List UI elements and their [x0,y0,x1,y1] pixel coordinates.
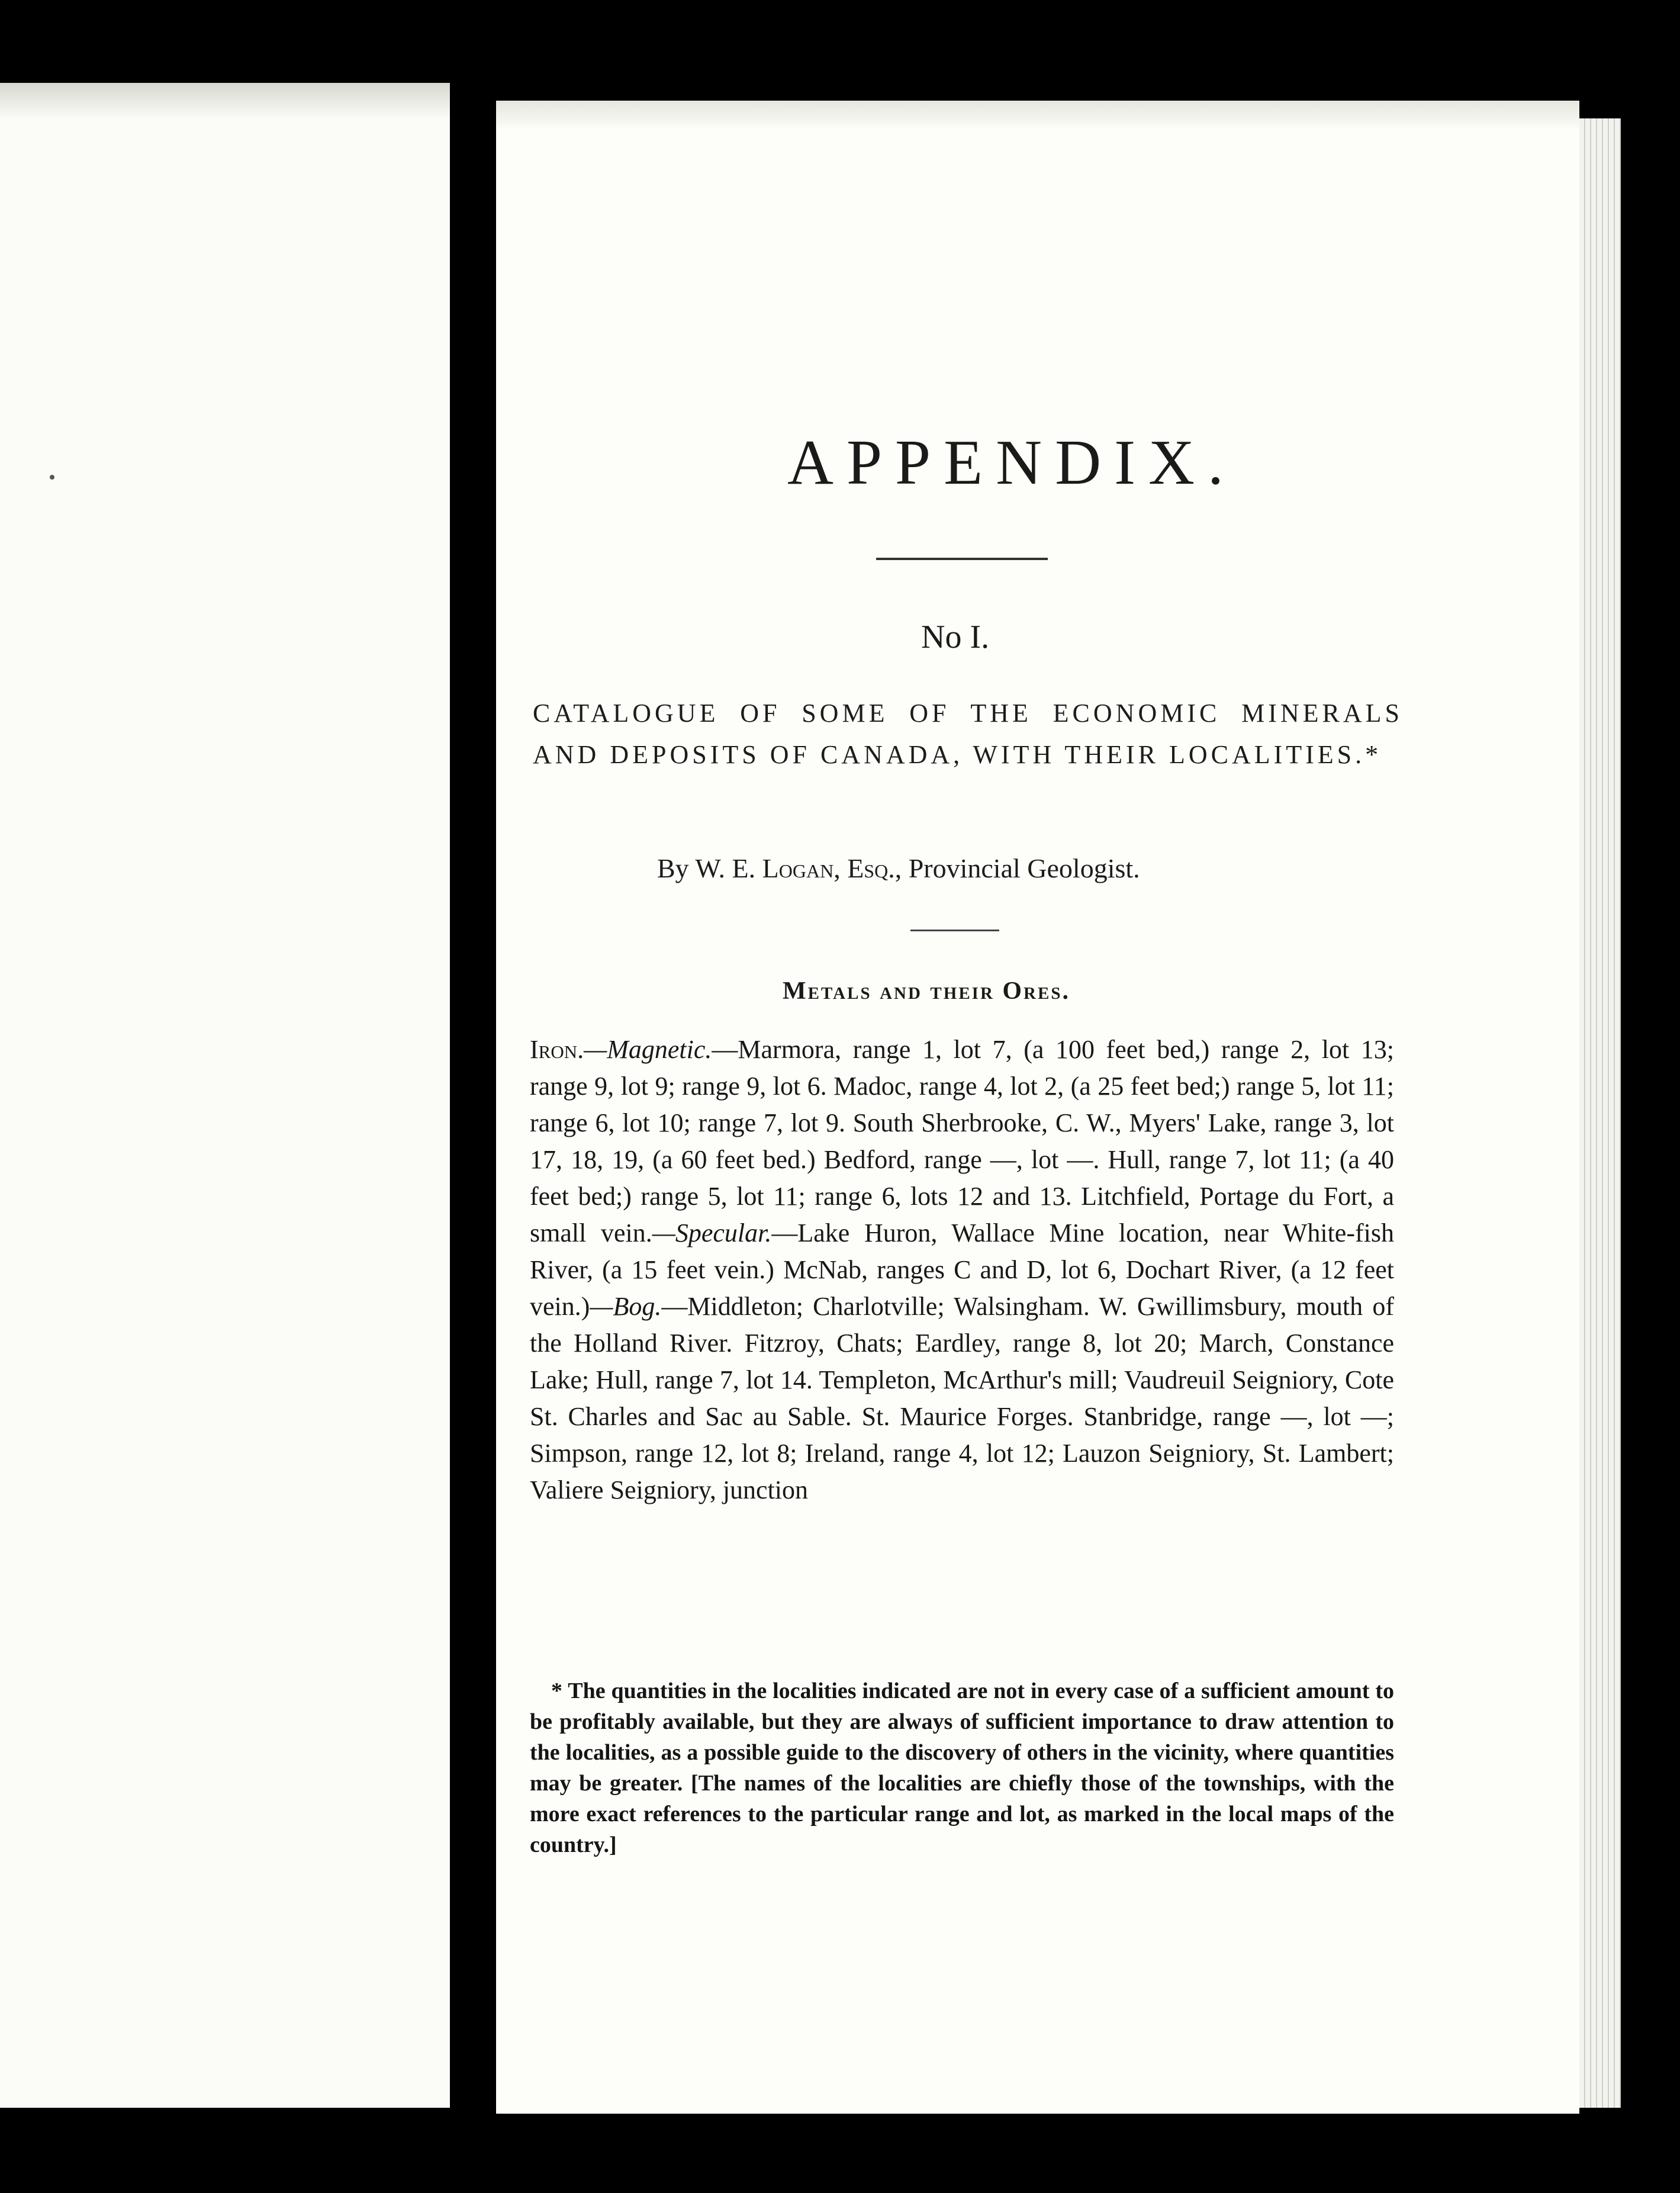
byline-suffix: , Provincial Geologist. [894,853,1140,883]
page-stack-edges [1579,118,1621,2108]
byline-author: Logan, Esq. [762,853,895,883]
body-paragraph [530,1031,1394,1509]
section-heading: Metals and their Ores. [783,977,1070,1005]
appendix-number: No I. [921,619,990,655]
right-page-top-edge [496,101,1579,130]
appendix-title: APPENDIX. [787,427,1237,498]
bog-label: —Bog. [590,1292,662,1321]
footnote: * The quantities in the localities indicated are not in every case of a sufficient amount to be profitably available, but they are always of sufficient importance to draw attention to the localities, as a possible guide to the discovery of others in the vicinity, where quantities may be greater. [The names of the localities are chiefly those of the townships, with the more exact references to the particular range and lot, as marked in the local maps of the country.] [530,1678,1394,1857]
specular-label: —Specular. [652,1218,772,1247]
magnetic-label: —Magnetic. [584,1035,712,1064]
bog-text: —Middleton; Charlotville; Walsingham. W. Gwillimsbury, mouth of the Holland River. Fitzroy, Chats; Eardley, range 8, lot 20; March, Constance Lake; Hull, range 7, lot 14. Templeton, McArthur's mill; Vaudreuil Seigniory, Cote St. Charles and Sac au Sable. St. Maurice Forges. Stanbridge, range —, lot —; Simpson, range 12, lot 8; Ireland, range 4, lot 12; Lauzon Seigniory, St. Lambert; Valiere Seigniory, junction [530,1292,1394,1504]
left-page-speck [50,475,54,480]
title-rule [876,558,1048,560]
byline-rule [910,930,999,931]
byline [657,853,1140,884]
left-page-top-edge [0,83,450,118]
catalogue-title: CATALOGUE OF SOME OF THE ECONOMIC MINERALS AND DEPOSITS OF CANADA, WITH THEIR LOCALITIES.* [533,699,1403,769]
byline-prefix: By W. E. [657,853,762,883]
specular-text: —Lake Huron, Wallace Mine location, near White-fish River, (a 15 feet vein.) McNab, ranges C and D, lot 6, Dochart River, (a 12 feet vein.) [530,1218,1394,1321]
magnetic-text: —Marmora, range 1, lot 7, (a 100 feet bed,) range 2, lot 13; range 9, lot 9; range 9, lot 6. Madoc, range 4, lot 2, (a 25 feet bed;) range 5, lot 11; range 6, lot 10; range 7, lot 9. South Sherbrooke, C. W., Myers' Lake, range 3, lot 17, 18, 19, (a 60 feet bed.) Bedford, range —, lot —. Hull, range 7, lot 11; (a 40 feet bed;) range 5, lot 11; range 6, lots 12 and 13. Litchfield, Portage du Fort, a small vein. [530,1035,1394,1247]
book-gutter [450,83,496,2120]
left-page [0,83,450,2108]
iron-label: Iron. [530,1035,584,1064]
